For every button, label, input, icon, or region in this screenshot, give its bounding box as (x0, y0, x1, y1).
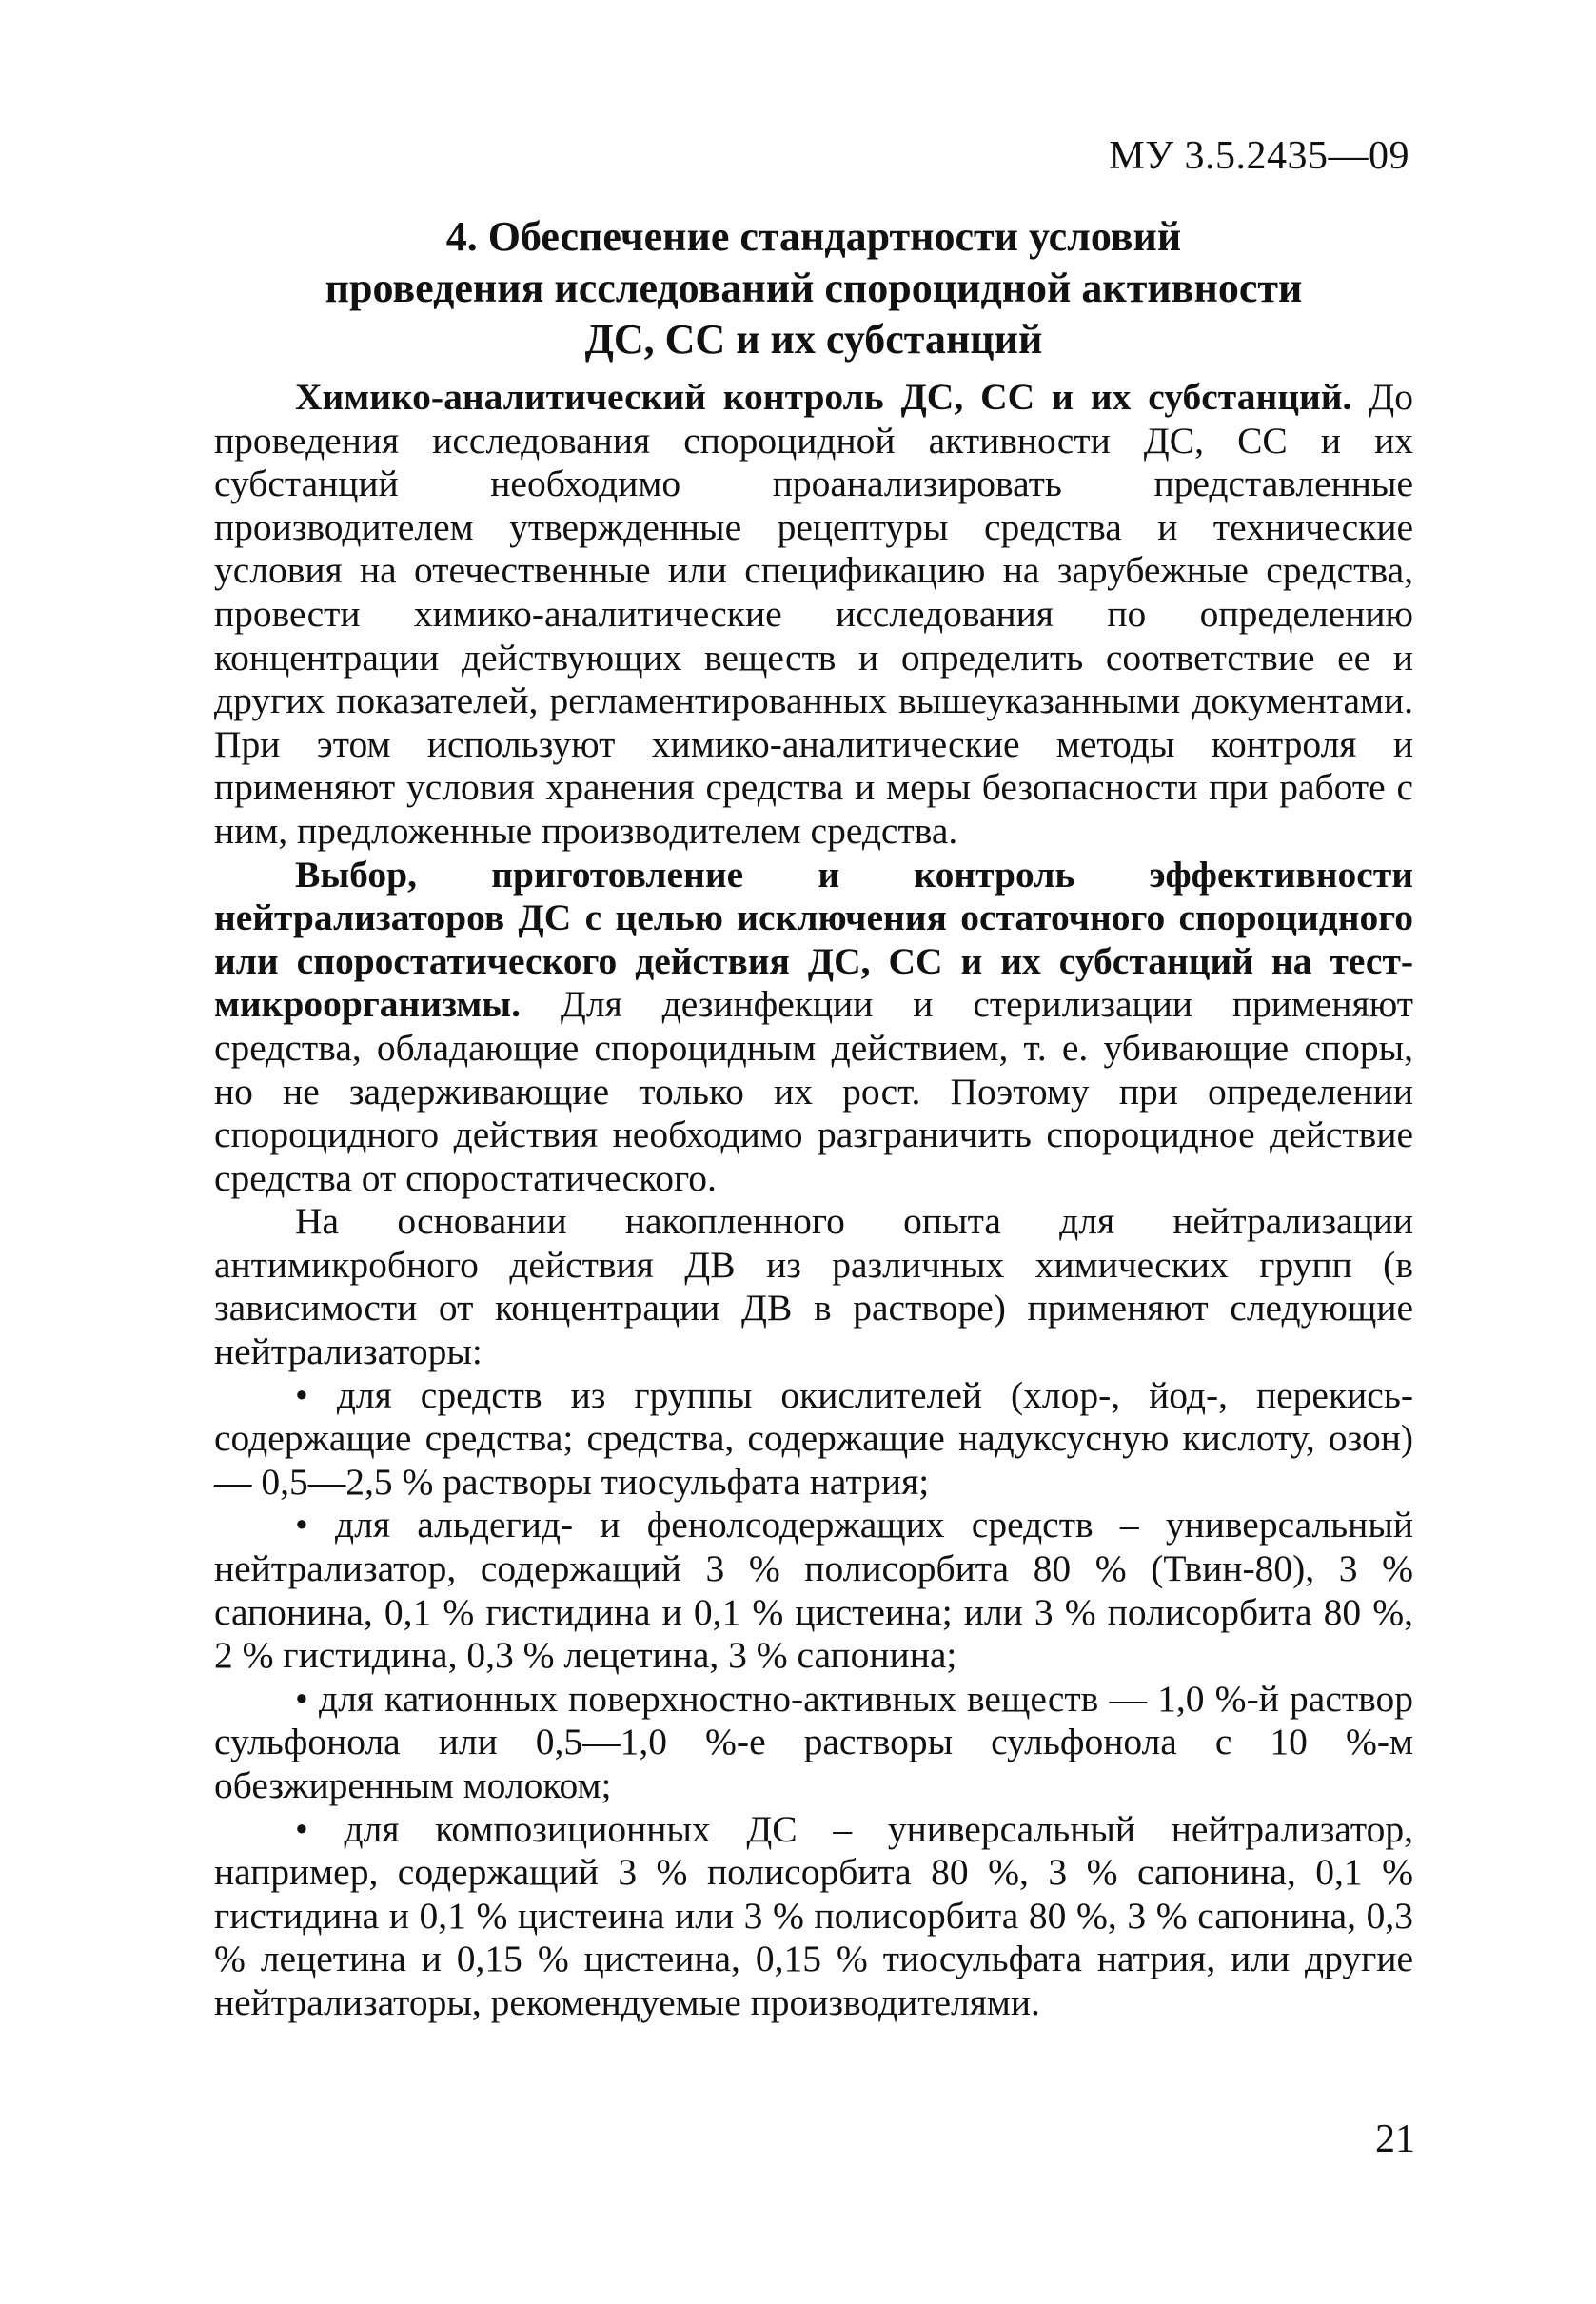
page-number: 21 (1375, 2117, 1415, 2161)
list-item-text: • для средств из группы окислителей (хлор-, йод-, перекисьсодержащие средства; средства, содержащие надуксусную кислоту, озон) — 0,5—2,5 % растворы тиосульфата натрия; (214, 1373, 1413, 1503)
document-code: МУ 3.5.2435—09 (1109, 134, 1409, 178)
paragraph-text: Для дезинфекции и стерилизации применяют средства, обладающие спороцидным действием, т. е. убивающие споры, но не задерживающие только их рост. Поэтому при определении спороцидного действия необходимо разграничить спороцидное действие средства от споростатического. (214, 983, 1413, 1199)
list-item-text: • для композиционных ДС – универсальный нейтрализатор, например, содержащий 3 % полисорбита 80 %, 3 % сапонина, 0,1 % гистидина и 0,1 % цистеина или 3 % полисорбита 80 %, 3 % сапонина, 0,3 % лецетина и 0,15 % цистеина, 0,15 % тиосульфата натрия, или другие нейтрализаторы, рекомендуемые производителями. (214, 1807, 1413, 2023)
list-item-aldehydes (214, 1504, 1413, 1677)
list-item-cationic (214, 1678, 1413, 1808)
section-title-line: 4. Обеспечение стандартности условий (445, 213, 1182, 260)
section-title-line: проведения исследований спороцидной активности (325, 265, 1303, 311)
paragraph-lead: Химико-аналитический контроль ДС, СС и их субстанций. (295, 376, 1352, 418)
paragraph-text: До проведения исследования спороцидной активности ДС, СС и их субстанций необходимо проанализировать представленные производителем утвержденные рецептуры средства и технические условия на отечественные или спецификацию на зарубежные средства, провести химико-аналитические исследования по определению концентрации действующих веществ и определить соответствие ее и других показателей, регламентированных вышеуказанными документами. При этом используют химико-аналитические методы контроля и применяют условия хранения средства и меры безопасности при работе с ним, предложенные производителем средства. (214, 376, 1413, 852)
paragraph-text: На основании накопленного опыта для нейтрализации антимикробного действия ДВ из различных химических групп (в зависимости от концентрации ДВ в растворе) применяют следующие нейтрализаторы: (214, 1200, 1413, 1373)
paragraph-experience (214, 1200, 1413, 1373)
section-title-line: ДС, СС и их субстанций (584, 316, 1043, 363)
paragraph-neutralizer-selection (214, 854, 1413, 1201)
paragraph-chemical-control (214, 376, 1413, 854)
list-item-text: • для альдегид- и фенолсодержащих средств – универсальный нейтрализатор, содержащий 3 % полисорбита 80 % (Твин-80), 3 % сапонина, 0,1 % гистидина и 0,1 % цистеина; или 3 % полисорбита 80 %, 2 % гистидина, 0,3 % лецетина, 3 % сапонина; (214, 1504, 1413, 1677)
list-item-oxidizers (214, 1374, 1413, 1505)
list-item-composite (214, 1808, 1413, 2025)
section-title (214, 211, 1413, 365)
list-item-text: • для катионных поверхностно-активных веществ — 1,0 %-й раствор сульфонола или 0,5—1,0 %-е растворы сульфонола с 10 %-м обезжиренным молоком; (214, 1677, 1413, 1806)
body-text (214, 376, 1413, 2025)
paragraph-lead: Выбор, приготовление и контроль эффективности нейтрализаторов ДС с целью исключения остаточного спороцидного или споростатического действия ДС, СС и их субстанций на тест-микроорганизмы. (214, 853, 1413, 1026)
